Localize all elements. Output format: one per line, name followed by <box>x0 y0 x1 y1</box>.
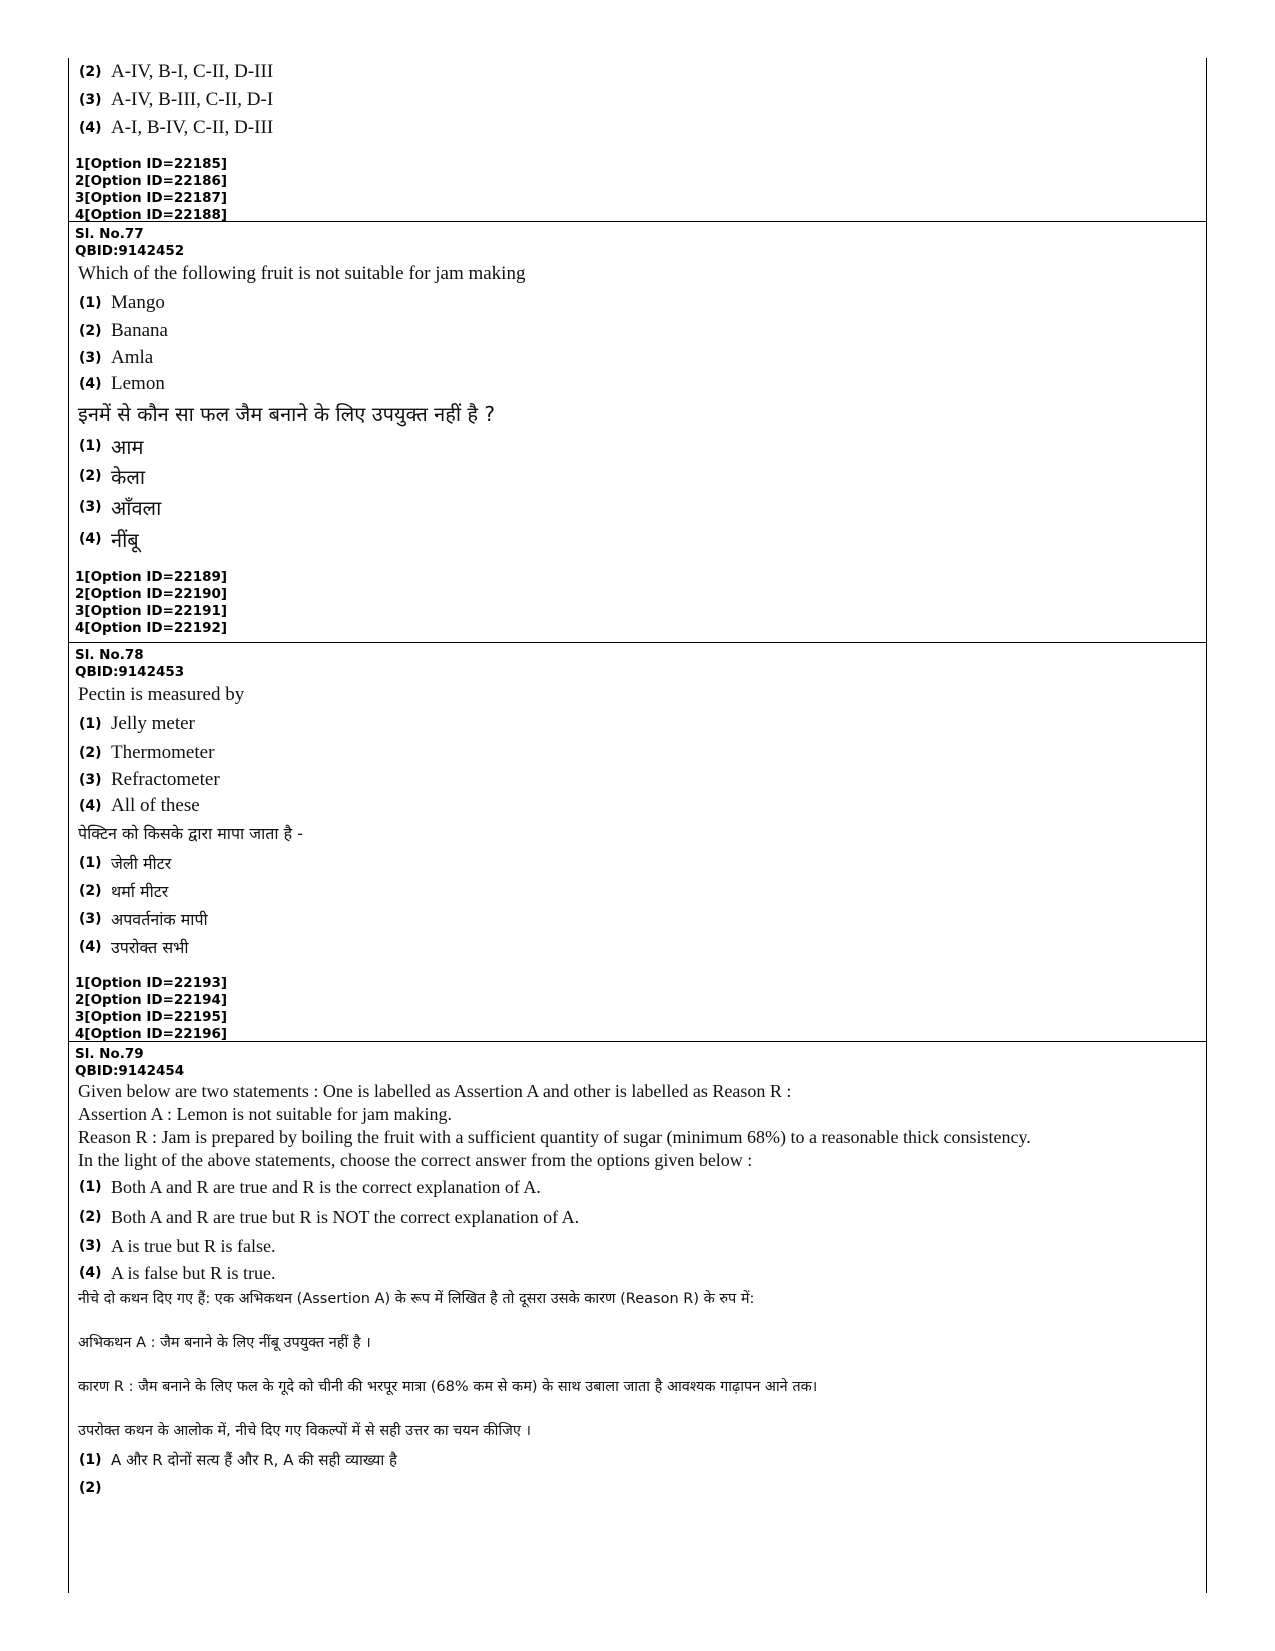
serial-number: Sl. No.79 <box>75 1046 144 1062</box>
question-text-hi-line: उपरोक्त कथन के आलोक में, नीचे दिए गए विकल्पों में से सही उत्तर का चयन कीजिए । <box>78 1423 531 1439</box>
option-number: (2) <box>79 468 102 484</box>
option-row <box>75 431 1206 461</box>
option-id-list <box>75 975 1206 1043</box>
option-number: (4) <box>79 375 102 392</box>
question-text-en-line: Reason R : Jam is prepared by boiling the fruit with a sufficient quantity of sugar (minimum 68%) to a reasonable thick consistency. <box>78 1127 1031 1147</box>
option-row <box>75 905 1206 933</box>
option-number: (2) <box>79 64 102 80</box>
option-row <box>75 1232 1206 1260</box>
question-text-en-line: In the light of the above statements, choose the correct answer from the options given below : <box>78 1150 753 1170</box>
option-text: Both A and R are true and R is the correct explanation of A. <box>111 1176 541 1197</box>
option-row <box>75 877 1206 905</box>
option-text: Jelly meter <box>111 713 195 734</box>
option-id: 4[Option ID=22188] <box>75 207 228 223</box>
question-block-79 <box>69 1042 1206 1502</box>
option-id: 4[Option ID=22192] <box>75 620 228 636</box>
option-number: (2) <box>79 745 102 761</box>
option-id-list <box>75 569 1206 637</box>
option-row <box>75 58 1206 86</box>
option-number: (2) <box>79 1209 102 1225</box>
question-paper-frame <box>68 58 1207 1593</box>
option-row <box>75 1202 1206 1232</box>
option-text: Refractometer <box>111 769 220 790</box>
option-text: थर्मा मीटर <box>111 882 169 901</box>
option-text: आँवला <box>111 495 162 520</box>
option-number: (1) <box>79 294 102 311</box>
option-text: आम <box>111 434 144 459</box>
option-number: (4) <box>79 1265 102 1281</box>
option-number: (4) <box>79 120 102 136</box>
option-id: 1[Option ID=22193] <box>75 975 228 991</box>
option-text: A-I, B-IV, C-II, D-III <box>111 117 274 138</box>
option-row <box>75 317 1206 345</box>
option-id: 2[Option ID=22186] <box>75 173 228 189</box>
option-text: All of these <box>111 795 200 816</box>
option-number: (2) <box>79 883 102 899</box>
qbid: QBID:9142454 <box>75 1063 185 1079</box>
question-block-76-continued <box>69 58 1206 222</box>
option-row <box>75 370 1206 397</box>
option-number: (1) <box>79 1452 102 1468</box>
option-text: Lemon <box>111 372 165 394</box>
option-number: (3) <box>79 92 102 108</box>
option-row <box>75 709 1206 739</box>
option-row <box>75 523 1206 555</box>
option-text: अपवर्तनांक मापी <box>111 910 208 929</box>
option-row <box>75 1260 1206 1286</box>
question-text-hi-line: कारण R : जैम बनाने के लिए फल के गूदे को चीनी की भरपूर मात्रा (68% कम से कम) के साथ उबाला जाता है आवश्यक गाढ़ापन आने तक। <box>78 1379 818 1395</box>
question-text-hi: इनमें से कौन सा फल जैम बनाने के लिए उपयुक्त नहीं है ? <box>78 402 495 426</box>
question-text-en: Pectin is measured by <box>78 684 245 705</box>
qbid: QBID:9142452 <box>75 243 185 259</box>
option-row <box>75 491 1206 523</box>
option-row <box>75 739 1206 767</box>
option-number: (1) <box>79 1179 102 1195</box>
option-text: Mango <box>111 291 165 313</box>
option-number: (3) <box>79 349 102 366</box>
option-id: 1[Option ID=22185] <box>75 156 228 172</box>
option-row <box>75 1446 1206 1474</box>
question-block-78 <box>69 643 1206 1042</box>
option-row <box>75 461 1206 491</box>
question-text-hi-line: नीचे दो कथन दिए गए हैं: एक अभिकथन (Assertion A) के रूप में लिखित है तो दूसरा उसके कारण (Reason R) के रुप में: <box>78 1291 755 1307</box>
option-number: (3) <box>79 1238 102 1254</box>
question-text-hi-line: अभिकथन A : जैम बनाने के लिए नींबू उपयुक्त नहीं है । <box>78 1335 371 1351</box>
option-text: नींबू <box>111 527 139 552</box>
question-text-en: Which of the following fruit is not suitable for jam making <box>78 263 526 284</box>
serial-number: Sl. No.78 <box>75 647 144 663</box>
option-row <box>75 1172 1206 1202</box>
option-number: (2) <box>79 323 102 339</box>
qbid: QBID:9142453 <box>75 664 185 680</box>
option-id: 3[Option ID=22195] <box>75 1009 228 1025</box>
option-number: (4) <box>79 939 102 955</box>
question-block-77 <box>69 222 1206 643</box>
option-row <box>75 849 1206 877</box>
question-text-en-line: Given below are two statements : One is labelled as Assertion A and other is labelled as Reason R : <box>78 1081 792 1101</box>
option-number: (1) <box>79 438 102 454</box>
option-row <box>75 793 1206 819</box>
option-text: जेली मीटर <box>111 854 172 873</box>
option-row <box>75 114 1206 142</box>
option-number: (4) <box>79 798 102 814</box>
option-text: A is true but R is false. <box>111 1235 276 1256</box>
option-text: Banana <box>111 320 168 341</box>
option-row <box>75 933 1206 961</box>
option-number: (1) <box>79 716 102 732</box>
question-text-hi: पेक्टिन को किसके द्वारा मापा जाता है - <box>78 824 303 843</box>
option-number: (1) <box>79 855 102 871</box>
option-row <box>75 86 1206 114</box>
option-number: (4) <box>79 531 102 547</box>
option-id: 3[Option ID=22191] <box>75 603 228 619</box>
option-text: Thermometer <box>111 742 215 763</box>
option-text: केला <box>111 464 146 489</box>
option-row <box>75 288 1206 317</box>
option-row <box>75 767 1206 793</box>
option-row <box>75 345 1206 370</box>
question-text-en-line: Assertion A : Lemon is not suitable for jam making. <box>78 1104 452 1124</box>
option-text: A और R दोनों सत्य हैं और R, A की सही व्याख्या है <box>111 1451 397 1469</box>
option-row <box>75 1474 1206 1502</box>
option-id: 2[Option ID=22194] <box>75 992 228 1008</box>
option-text: A-IV, B-III, C-II, D-I <box>111 89 274 110</box>
option-id-list <box>75 156 1206 224</box>
option-text: उपरोक्त सभी <box>111 938 189 957</box>
option-id: 1[Option ID=22189] <box>75 569 228 585</box>
option-id: 3[Option ID=22187] <box>75 190 228 206</box>
option-number: (3) <box>79 772 102 788</box>
option-text: A-IV, B-I, C-II, D-III <box>111 61 274 82</box>
option-text: A is false but R is true. <box>111 1262 276 1283</box>
option-id: 4[Option ID=22196] <box>75 1026 228 1042</box>
option-number: (2) <box>79 1480 102 1496</box>
option-number: (3) <box>79 911 102 927</box>
option-id: 2[Option ID=22190] <box>75 586 228 602</box>
option-text: Both A and R are true but R is NOT the correct explanation of A. <box>111 1206 580 1227</box>
option-number: (3) <box>79 499 102 515</box>
serial-number: Sl. No.77 <box>75 226 144 242</box>
option-text: Amla <box>111 346 154 368</box>
